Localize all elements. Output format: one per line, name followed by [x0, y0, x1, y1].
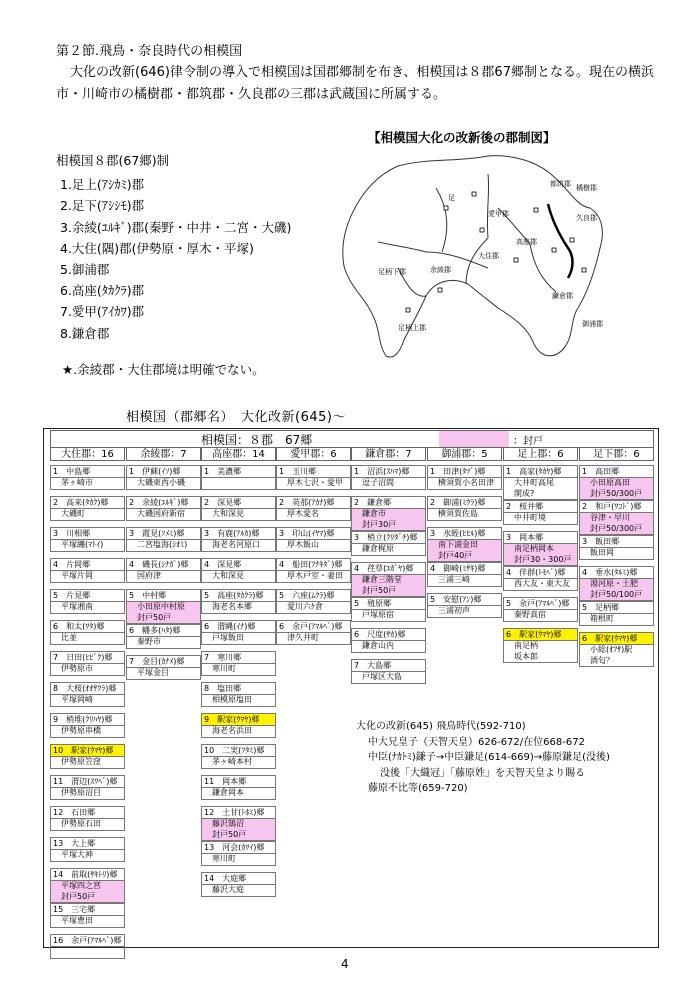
- township-name: 7 大島郷: [351, 659, 426, 671]
- township-name: 11 岡本郷: [201, 775, 276, 787]
- township-name: 11 渭辺(ｽﾜﾍﾞ)郷: [50, 775, 125, 787]
- township-name: 8 塩田郷: [201, 682, 276, 694]
- township-name: 10 二実(ﾌﾀﾐ)郷: [201, 744, 276, 756]
- district-item: 8.鎌倉郡: [60, 325, 110, 341]
- district-item: 5.御浦郡: [60, 262, 110, 278]
- township-location: 愛川六ｹ倉: [276, 601, 351, 614]
- township-cell: [579, 465, 654, 500]
- township-cell: [427, 562, 502, 587]
- township-name: 4 磯長(ｼﾅｶﾞ)郷: [126, 558, 201, 570]
- township-name: 12 土甘(ﾄﾎﾐ)郷: [201, 806, 276, 818]
- township-name: 6 駅家(ｳﾏﾔ)郷: [503, 628, 578, 640]
- township-name: 3 飯田郷: [579, 535, 654, 547]
- township-location: 二宮塩海(ｼｵﾐ): [126, 539, 201, 552]
- township-cell: [50, 837, 125, 862]
- township-location: 戸塚区大島: [351, 671, 426, 684]
- township-cell: [126, 655, 201, 680]
- township-cell: [351, 597, 426, 622]
- township-cell: [351, 562, 426, 597]
- district-item: 3.余綾(ﾕﾙｷﾞ)郡(秦野・中井・二宮・大磯): [60, 219, 292, 235]
- township-location: 鎌倉三階堂 封戸50戸: [351, 574, 426, 597]
- township-cell: [126, 589, 201, 624]
- township-name: 5 中村郷: [126, 589, 201, 601]
- township-cell: [351, 628, 426, 653]
- township-location: 湯河原・土肥 封戸50/100戸: [579, 578, 654, 601]
- township-cell: [503, 500, 578, 525]
- township-cell: [50, 682, 125, 707]
- township-cell: [351, 659, 426, 684]
- township-location: 海老名河原口: [201, 539, 276, 552]
- township-location: 伊勢原市: [50, 663, 125, 676]
- township-name: 5 殖原郷: [351, 597, 426, 609]
- township-name: 2 英那(ｱｶﾅ)郷: [276, 496, 351, 508]
- township-cell: [50, 651, 125, 676]
- township-cell: [50, 744, 125, 769]
- township-name: 6 和太(ﾜﾀ)郷: [50, 620, 125, 632]
- township-cell: [201, 775, 276, 800]
- township-location: 相模原塩田: [201, 694, 276, 707]
- township-location: 鎌倉山内: [351, 640, 426, 653]
- township-location: 海老名浜田: [201, 725, 276, 738]
- township-cell: [427, 465, 502, 490]
- map-label-osumi: 大住郡: [478, 252, 499, 260]
- township-name: 10 駅家(ｳﾏﾔ)郷: [50, 744, 125, 756]
- township-location: 厚木戸室・妻田: [276, 570, 351, 583]
- township-name: 5 六座(ﾑｸﾗ)郷: [276, 589, 351, 601]
- township-location: 寒川町: [201, 853, 276, 866]
- township-cell: [50, 620, 125, 645]
- township-location: 平塚纏(ﾏﾄｲ): [50, 539, 125, 552]
- column-header: 高座郡：14: [201, 447, 276, 461]
- column-header: 大住郡：16: [50, 447, 125, 461]
- township-name: 5 余戸(ｱﾏﾙﾍﾞ)郷: [503, 597, 578, 609]
- township-cell: [276, 465, 351, 490]
- township-cell: [427, 593, 502, 618]
- township-cell: [50, 713, 125, 738]
- map-label-tachibana: 橘樹郡: [576, 184, 597, 192]
- township-location: 飯田岡: [579, 547, 654, 560]
- township-location: 横須賀佐島: [427, 508, 502, 521]
- township-cell: [276, 527, 351, 552]
- township-name: 4 荏草(ｴｶﾞﾔ)郷: [351, 562, 426, 574]
- district-item: 1.足上(ｱｼｶﾐ)郡: [60, 177, 145, 193]
- township-name: 3 川相郷: [50, 527, 125, 539]
- township-name: 6 尺度(ｻｶ)郷: [351, 628, 426, 640]
- township-location: 大井町高尾 開成?: [503, 477, 578, 500]
- township-name: 14 大庭郷: [201, 872, 276, 884]
- township-location: 茅ヶ崎本村: [201, 756, 276, 769]
- township-cell: [201, 744, 276, 769]
- township-location: 西大友・東大友: [503, 578, 578, 591]
- township-name: 5 安慰(ｱﾝ)郷: [427, 593, 502, 605]
- map-label-ashikaga: 足: [448, 194, 455, 202]
- township-location: 南足柄 坂本郎: [503, 640, 578, 663]
- column-header: 愛甲郡：6: [276, 447, 351, 461]
- township-location: 秦野真宿: [503, 609, 578, 622]
- township-name: 13 大上郷: [50, 837, 125, 849]
- township-name: 3 有鹿(ｱﾙｶ)郷: [201, 527, 276, 539]
- township-cell: [126, 496, 201, 521]
- township-location: 大磯町: [50, 508, 125, 521]
- township-location: 小総(ｵﾌｻ)駅 酒匂？: [579, 644, 654, 667]
- map-label-tsuzuki: 都筑郡: [550, 180, 571, 188]
- township-name: 4 片岡郷: [50, 558, 125, 570]
- township-location: 海老名本郷: [201, 601, 276, 614]
- township-location: 国府津: [126, 570, 201, 583]
- township-name: 4 垂水(ﾀﾙﾐ)郷: [579, 566, 654, 578]
- township-location: 三浦三崎: [427, 574, 502, 587]
- township-name: 7 日田(ﾋﾋﾞｸ)郷: [50, 651, 125, 663]
- township-location: 平塚大神: [50, 849, 125, 862]
- township-name: 7 金目(ｶﾅﾒ)郷: [126, 655, 201, 667]
- legend-label: ：封戸: [513, 436, 543, 447]
- township-location: 秦野市: [126, 636, 201, 649]
- township-name: 4 深見郷: [201, 558, 276, 570]
- township-cell: [50, 527, 125, 552]
- township-name: 4 御崎(ﾐｻｷ)郷: [427, 562, 502, 574]
- township-cell: [126, 527, 201, 552]
- map-label-takakura: 高座郡: [516, 238, 537, 246]
- township-cell: [201, 589, 276, 614]
- township-cell: [50, 775, 125, 800]
- map-boundary-bold: [548, 204, 573, 278]
- township-location: 三浦初声: [427, 605, 502, 618]
- section-heading: 第２節.飛鳥・奈良時代の相模国: [56, 44, 243, 59]
- township-location: 大磯東西小磯: [126, 477, 201, 490]
- township-name: 1 美濃郷: [201, 465, 276, 477]
- township-cell: [50, 868, 125, 903]
- district-item: 4.大住(隅)郡(伊勢原・厚木・平塚): [60, 240, 254, 256]
- township-name: 8 大桜(ｵｵｻｸﾗ)郷: [50, 682, 125, 694]
- table-header: [50, 430, 654, 448]
- map-label-ashigarakami: 足柄上郡: [398, 324, 426, 332]
- township-name: 1 玉川郷: [276, 465, 351, 477]
- township-name: 3 氷蛭(ﾋﾋﾙ)郷: [427, 527, 502, 539]
- township-cell: [126, 465, 201, 490]
- township-name: 9 駅家(ｳﾏﾔ)郷: [201, 713, 276, 725]
- township-name: 4 船田(ﾌﾅｷﾀﾞ)郷: [276, 558, 351, 570]
- township-location: 津久井町: [276, 632, 351, 645]
- township-cell: [201, 682, 276, 707]
- township-name: 6 渭縄(ｲﾅ)郷: [201, 620, 276, 632]
- column-header: 余綾郡：7: [126, 447, 201, 461]
- township-name: 3 霞見(ｿﾒﾐ)郷: [126, 527, 201, 539]
- township-name: 5 足柄郷: [579, 601, 654, 613]
- township-cell: [50, 465, 125, 490]
- township-cell: [579, 535, 654, 560]
- township-name: 16 余戸(ｱﾏﾙﾍﾞ)郷: [50, 934, 125, 946]
- township-location: 箱根町: [579, 613, 654, 626]
- info-line: 大化の改新(645) 飛鳥時代(592-710): [356, 721, 526, 732]
- township-name: 2 桜井郷: [503, 500, 578, 512]
- township-cell: [201, 806, 276, 841]
- township-cell: [503, 628, 578, 663]
- township-location: 伊勢原石田: [50, 818, 125, 831]
- township-name: 5 高座(ﾀｶｸﾗ)郷: [201, 589, 276, 601]
- map-label-kamakura: 鎌倉郡: [552, 292, 573, 300]
- township-location: 平塚金目: [126, 667, 201, 680]
- district-item: 2.足下(ｱｼｼﾓ)郡: [60, 198, 145, 214]
- township-cell: [351, 531, 426, 556]
- table-header-title: 相模国：８郡 67郷: [201, 433, 313, 447]
- township-name: 2 深見郷: [201, 496, 276, 508]
- info-line: 中大兄皇子（天智天皇）626-672/在位668-672: [368, 736, 585, 748]
- township-location: 伊勢原沼目: [50, 787, 125, 800]
- township-name: 6 余戸(ｱﾏﾙﾍﾞ)郷: [276, 620, 351, 632]
- township-cell: [276, 620, 351, 645]
- township-location: 鎌倉岡本: [201, 787, 276, 800]
- township-location: 平塚湘南: [50, 601, 125, 614]
- township-cell: [50, 934, 125, 959]
- township-location: 平塚片岡: [50, 570, 125, 583]
- township-location: 平塚岡崎: [50, 694, 125, 707]
- district-item: 7.愛甲(ｱｲｶﾜ)郡: [60, 304, 145, 320]
- info-line: 藤原不比等(659-720): [368, 783, 468, 794]
- township-cell: [201, 496, 276, 521]
- township-name: 5 片見郷: [50, 589, 125, 601]
- township-cell: [276, 589, 351, 614]
- township-name: 1 高田郷: [579, 465, 654, 477]
- township-name: 2 和戸(ﾜｺﾄﾞ)郷: [579, 500, 654, 512]
- township-name: 1 沼浜(ｽﾊﾏ)郷: [351, 465, 426, 477]
- township-cell: [201, 713, 276, 738]
- township-cell: [201, 841, 276, 866]
- township-location: 谷津・早川 封戸50/300戸: [579, 512, 654, 535]
- township-location: 鎌倉梶原: [351, 543, 426, 556]
- township-cell: [50, 903, 125, 928]
- column-header: 御浦郡：5: [427, 447, 502, 461]
- township-name: 13 河会(ｶﾜｲ)郷: [201, 841, 276, 853]
- township-cell: [579, 601, 654, 626]
- info-line: 没後「大織冠」「藤原姓」を天智天皇より賜る: [380, 767, 585, 779]
- township-cell: [201, 872, 276, 897]
- district-map: [338, 148, 618, 370]
- column-header: 足上郡：6: [503, 447, 578, 461]
- township-name: 3 梢立(ｸﾘﾀﾞﾁ)郷: [351, 531, 426, 543]
- township-name: 3 岡本郷: [503, 531, 578, 543]
- township-cell: [351, 465, 426, 490]
- township-name: 2 御浦(ﾐｳﾗ)郷: [427, 496, 502, 508]
- township-name: 14 前取(ｻｷﾄﾘ)郷: [50, 868, 125, 880]
- township-cell: [579, 566, 654, 601]
- township-location: 中井町境: [503, 512, 578, 525]
- township-name: 2 余綾(ﾕﾙｷﾞ)郷: [126, 496, 201, 508]
- township-name: 1 伊蘇(ｲｿ)郷: [126, 465, 201, 477]
- township-location: 南下浦金田 封戸40戸: [427, 539, 502, 562]
- township-cell: [50, 806, 125, 831]
- info-line: 中臣(ﾅｶﾄﾐ)鎌子→中臣鎌足(614-669)→藤原鎌足(没後): [368, 752, 610, 763]
- township-name: 1 高家(ﾀｶﾔ)郷: [503, 465, 578, 477]
- township-location: 平塚四之宮 封戸50戸: [50, 880, 125, 903]
- township-cell: [201, 527, 276, 552]
- township-location: 大和深見: [201, 508, 276, 521]
- map-label-aikou: 愛甲郡: [488, 210, 509, 218]
- township-location: 南足柄岡本 封戸30・300戸: [503, 543, 578, 566]
- township-location: 厚木愛名: [276, 508, 351, 521]
- note: ★.余綾郡・大住郡境は明確でない。: [62, 362, 265, 377]
- township-location: 茅ヶ崎市: [50, 477, 125, 490]
- map-label-yurugi: 余綾郡: [430, 266, 451, 274]
- township-cell: [50, 558, 125, 583]
- township-cell: [276, 496, 351, 521]
- township-cell: [126, 624, 201, 649]
- township-location: 横須賀小名田津: [427, 477, 502, 490]
- township-name: 2 高来(ﾀｶｸ)郷: [50, 496, 125, 508]
- township-cell: [579, 500, 654, 535]
- township-location: 平塚豊田: [50, 915, 125, 928]
- township-name: 7 寒川郷: [201, 651, 276, 663]
- township-location: 戸塚原宿: [351, 609, 426, 622]
- township-location: 逗子沼間: [351, 477, 426, 490]
- township-location: [50, 946, 125, 959]
- township-location: 大和深見: [201, 570, 276, 583]
- township-name: 1 田津(ﾀﾂﾞ)郷: [427, 465, 502, 477]
- column-header: 鎌倉郡：7: [351, 447, 426, 461]
- township-cell: [503, 531, 578, 566]
- township-cell: [50, 496, 125, 521]
- township-location: 大磯国府新宿: [126, 508, 201, 521]
- township-name: 4 伴群(ﾄﾓﾍﾞ)郷: [503, 566, 578, 578]
- township-cell: [126, 558, 201, 583]
- township-location: 厚木七沢・愛甲: [276, 477, 351, 490]
- district-list-title: 相模国８郡(67郷)制: [56, 153, 170, 168]
- township-name: 12 石田郷: [50, 806, 125, 818]
- township-cell: [351, 496, 426, 531]
- map-title: 【相模国大化の改新後の郡制図】: [368, 130, 556, 145]
- township-location: 鎌倉市 封戸30戸: [351, 508, 426, 531]
- page-number: 4: [341, 957, 349, 971]
- township-name: 6 幡多(ﾊﾀ)郷: [126, 624, 201, 636]
- township-name: 15 三宅郷: [50, 903, 125, 915]
- township-cell: [201, 620, 276, 645]
- township-cell: [50, 589, 125, 614]
- info-block: [356, 719, 610, 797]
- township-location: 比並: [50, 632, 125, 645]
- township-cell: [201, 558, 276, 583]
- township-location: 小田原高田 封戸50/300戸: [579, 477, 654, 500]
- township-cell: [201, 651, 276, 676]
- township-location: 小田原中村原 封戸50戸: [126, 601, 201, 624]
- township-location: 厚木飯山: [276, 539, 351, 552]
- township-cell: [503, 465, 578, 500]
- district-list: [56, 150, 291, 344]
- township-cell: [427, 527, 502, 562]
- column-header: 足下郡：6: [579, 447, 654, 461]
- township-cell: [276, 558, 351, 583]
- township-cell: [427, 496, 502, 521]
- legend-swatch: [439, 431, 509, 447]
- township-name: 9 梢堆(ｸﾘﾊﾔ)郷: [50, 713, 125, 725]
- township-location: 藤沢大庭: [201, 884, 276, 897]
- map-label-miura: 御浦郡: [582, 320, 603, 328]
- map-label-ashigarashimo: 足柄下郡: [378, 268, 406, 276]
- township-location: 藤沢鵠沼 封戸50戸: [201, 818, 276, 841]
- township-name: 1 中島郷: [50, 465, 125, 477]
- township-cell: [201, 465, 276, 490]
- township-name: 2 鎌倉郷: [351, 496, 426, 508]
- township-location: 伊勢原笠窪: [50, 756, 125, 769]
- township-cell: [579, 632, 654, 667]
- township-name: 6 駅家(ｳﾏﾔ)郷: [579, 632, 654, 644]
- township-location: [201, 477, 276, 490]
- township-location: 寒川町: [201, 663, 276, 676]
- table-title: 相模国（郡郷名） 大化改新(645)～: [126, 410, 346, 425]
- township-cell: [503, 597, 578, 622]
- map-label-kura: 久良郡: [576, 214, 597, 222]
- township-location: 伊勢原串橋: [50, 725, 125, 738]
- township-name: 3 印山(ｲﾔﾏ)郷: [276, 527, 351, 539]
- intro-paragraph: 大化の改新(646)律令制の導入で相模国は国郡郷制を布き、相模国は８郡67郷制となる。現在の横浜市・川崎市の橘樹郡・都筑郡・久良郡の三郡は武蔵国に所属する。: [56, 65, 654, 102]
- township-location: 戸塚飯田: [201, 632, 276, 645]
- township-cell: [503, 566, 578, 591]
- district-item: 6.高座(ﾀｶｸﾗ)郡: [60, 283, 145, 299]
